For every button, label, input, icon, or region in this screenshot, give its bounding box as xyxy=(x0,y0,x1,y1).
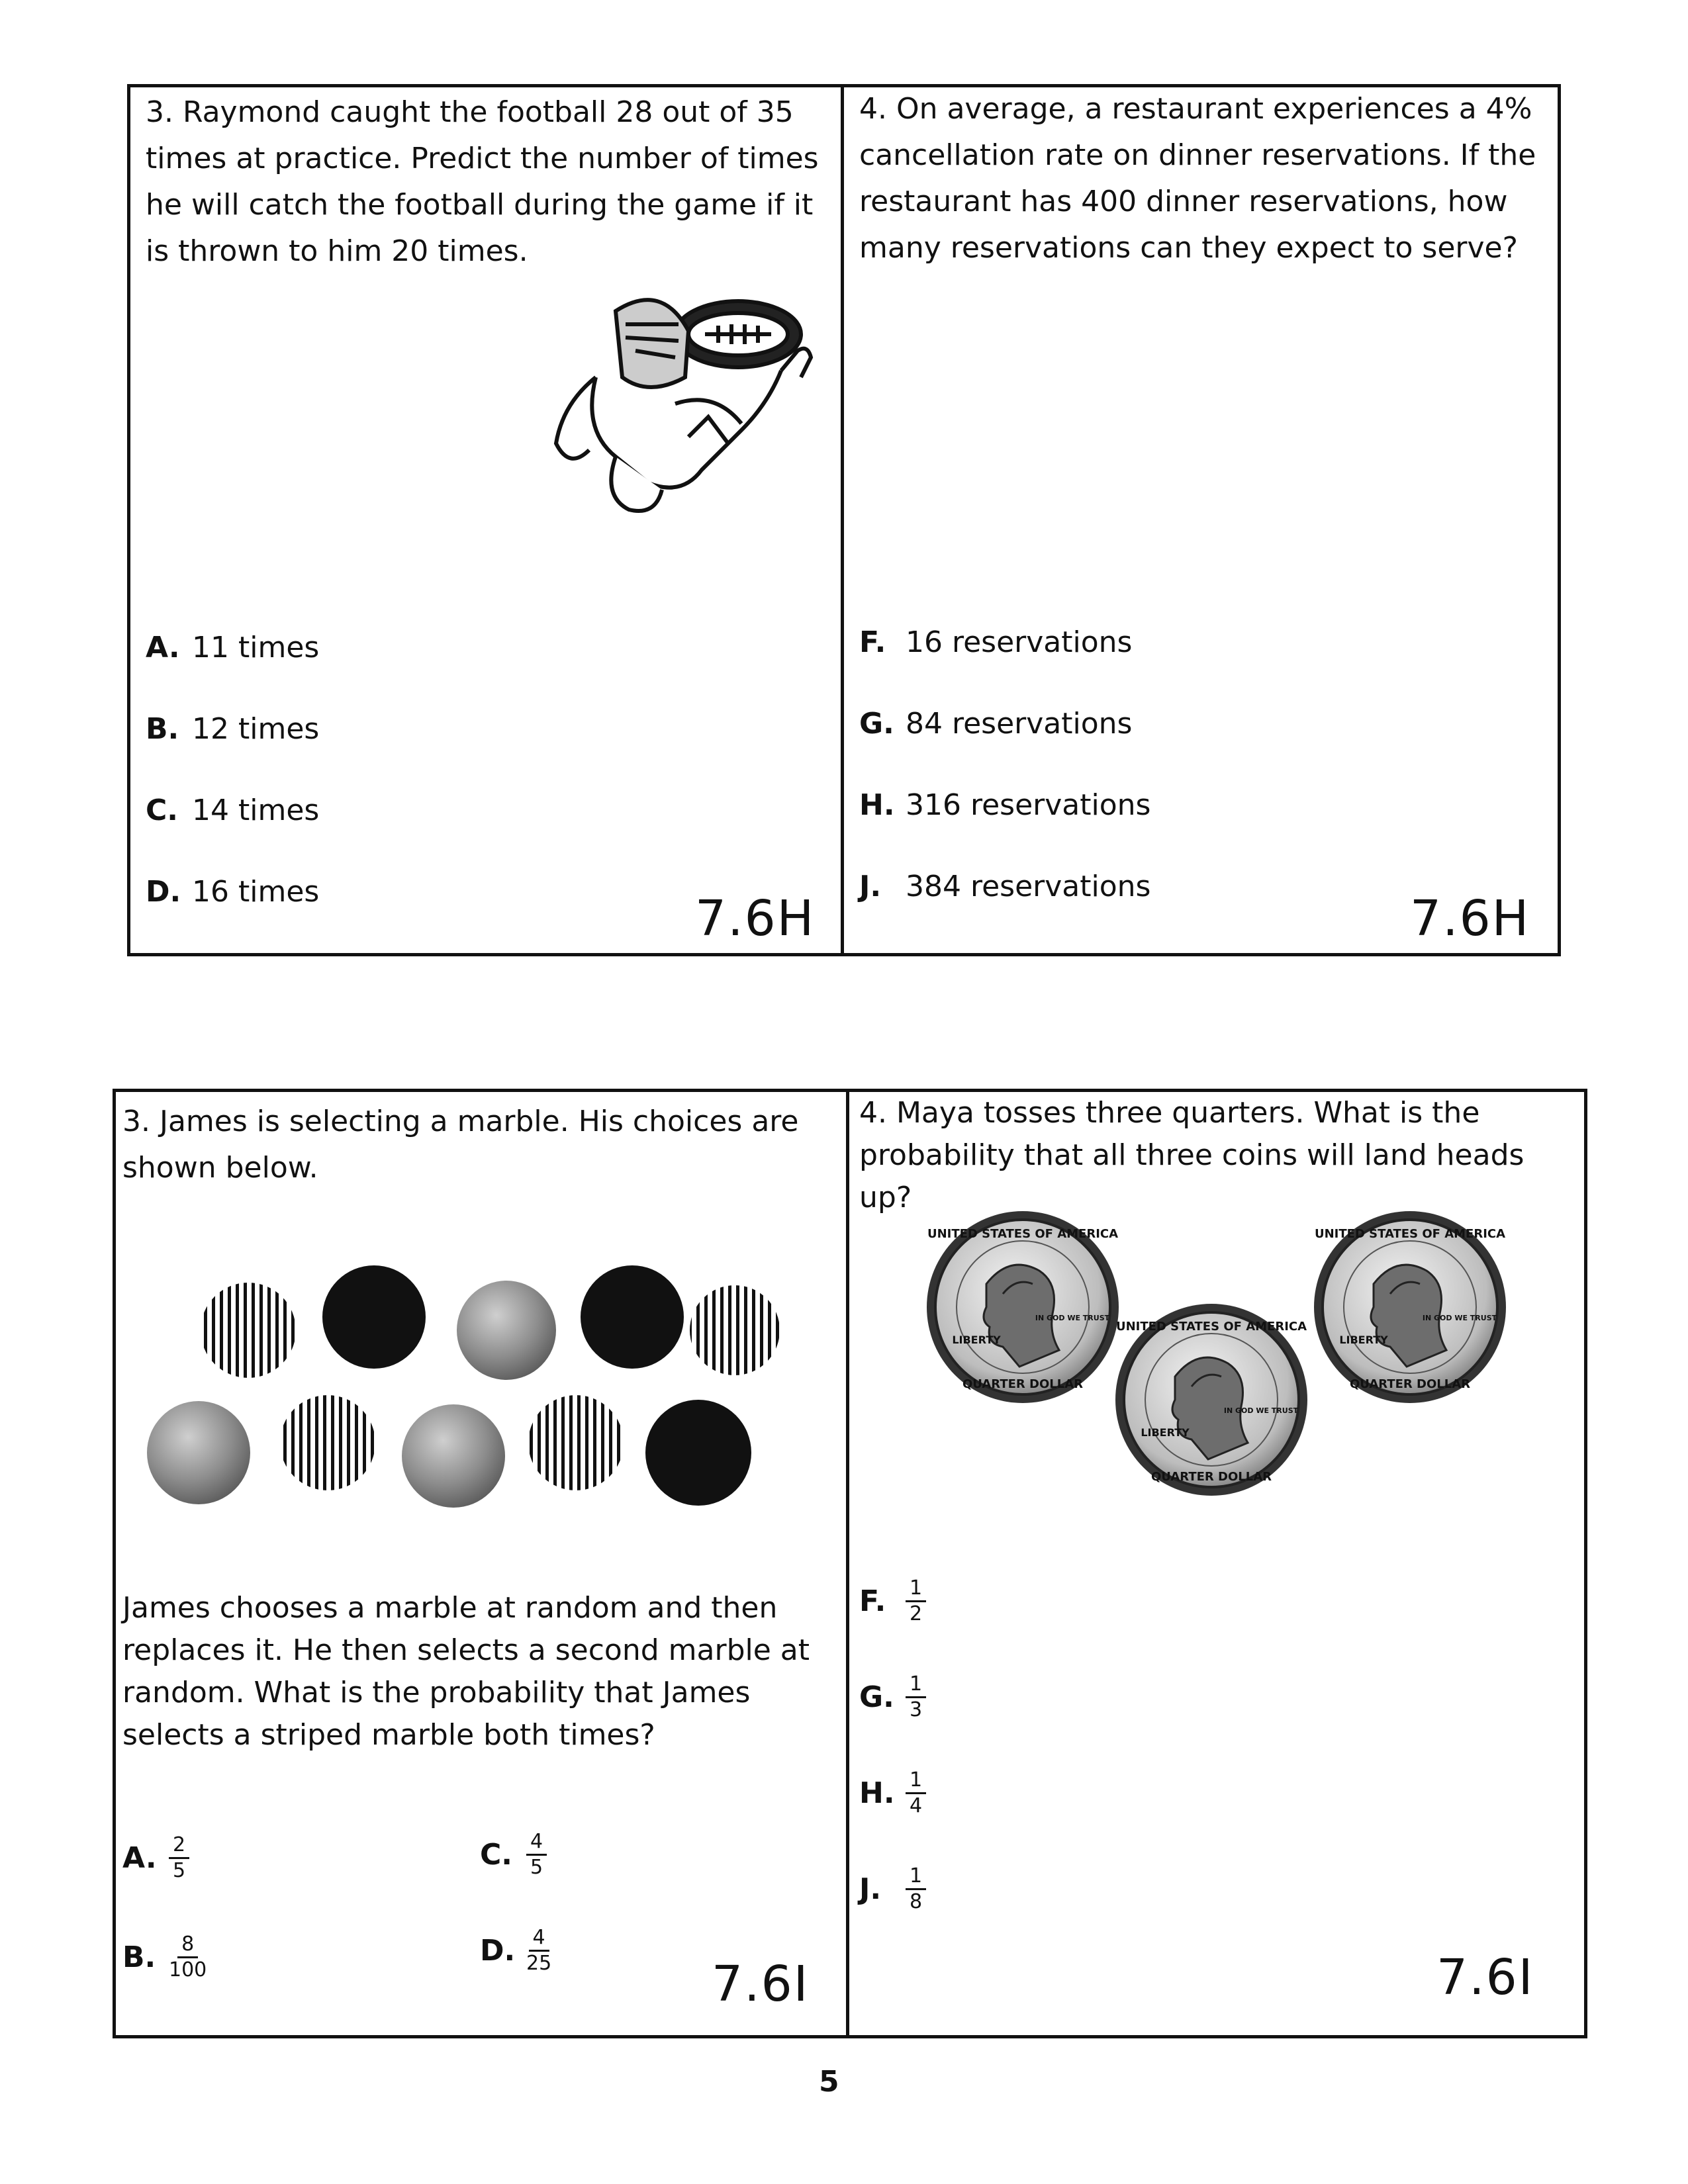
coin-motto-text: IN GOD WE TRUST xyxy=(1422,1314,1497,1322)
standard-label: 7.6I xyxy=(712,1956,810,2013)
choice-text: 14 times xyxy=(192,794,320,827)
choice-letter: J. xyxy=(859,870,882,903)
choice-letter: D. xyxy=(146,875,181,909)
striped-marble xyxy=(690,1285,780,1375)
standard-label: 7.6H xyxy=(1410,890,1530,947)
numerator: 8 xyxy=(177,1933,198,1958)
question-4-coins-text: 4. Maya tosses three quarters. What is the probability that all three coins will land heads up? xyxy=(859,1096,1524,1214)
choice-letter: A. xyxy=(122,1841,157,1875)
fraction xyxy=(526,1926,551,1976)
choice-j[interactable] xyxy=(859,1864,926,1914)
choice-a[interactable] xyxy=(146,631,319,664)
choice-text: 384 reservations xyxy=(906,870,1151,903)
quarter-coin xyxy=(1314,1211,1506,1403)
numerator: 1 xyxy=(906,1864,926,1890)
choice-letter: H. xyxy=(859,1776,895,1810)
choice-text: 316 reservations xyxy=(906,788,1151,822)
choice-j[interactable] xyxy=(859,870,1150,903)
fraction xyxy=(906,1576,926,1626)
choice-letter: F. xyxy=(859,625,886,659)
gray-marble xyxy=(147,1401,250,1504)
coin-top-text: UNITED STATES OF AMERICA xyxy=(927,1227,1119,1241)
bottom-card-divider xyxy=(846,1089,849,2038)
choice-f[interactable] xyxy=(859,625,1132,659)
striped-marble xyxy=(201,1283,296,1378)
choice-b[interactable] xyxy=(146,712,319,746)
numerator: 1 xyxy=(906,1672,926,1698)
fraction xyxy=(906,1672,926,1722)
denominator: 2 xyxy=(910,1602,923,1625)
quarter-coin xyxy=(1115,1304,1307,1496)
coin-bottom-text: QUARTER DOLLAR xyxy=(962,1377,1084,1391)
choice-letter: C. xyxy=(146,794,179,827)
choice-text: 11 times xyxy=(192,631,320,664)
numerator: 4 xyxy=(526,1830,547,1856)
fraction xyxy=(906,1768,926,1818)
choice-h[interactable] xyxy=(859,1768,926,1818)
denominator: 5 xyxy=(173,1859,186,1882)
choice-letter: F. xyxy=(859,1584,886,1618)
striped-marble xyxy=(280,1395,375,1490)
gray-marble xyxy=(402,1404,505,1508)
coin-liberty-text: LIBERTY xyxy=(952,1334,1001,1346)
numerator: 1 xyxy=(906,1576,926,1602)
denominator: 8 xyxy=(910,1890,923,1913)
choice-letter: C. xyxy=(480,1838,513,1872)
numerator: 4 xyxy=(529,1926,549,1952)
choice-text: 16 reservations xyxy=(906,625,1133,659)
choice-letter: A. xyxy=(146,631,180,664)
fraction xyxy=(906,1864,926,1914)
coin-liberty-text: LIBERTY xyxy=(1141,1426,1190,1439)
quarter-coin xyxy=(927,1211,1119,1403)
coin-top-text: UNITED STATES OF AMERICA xyxy=(1314,1227,1506,1241)
denominator: 3 xyxy=(910,1698,923,1721)
black-marble xyxy=(322,1265,426,1369)
choice-a[interactable] xyxy=(122,1833,189,1883)
black-marble xyxy=(581,1265,684,1369)
marble-set-illustration xyxy=(132,1254,781,1519)
choice-letter: D. xyxy=(480,1934,516,1968)
striped-marble xyxy=(528,1395,624,1490)
numerator: 2 xyxy=(169,1833,189,1859)
choice-text: 84 reservations xyxy=(906,707,1133,741)
choice-letter: G. xyxy=(859,707,894,741)
football-player-illustration xyxy=(543,285,821,523)
choice-text: 16 times xyxy=(192,875,320,909)
standard-label: 7.6H xyxy=(695,890,816,947)
coin-bottom-text: QUARTER DOLLAR xyxy=(1349,1377,1471,1391)
choice-d[interactable] xyxy=(146,875,319,909)
question-3-football-text: 3. Raymond caught the football 28 out of 35 times at practice. Predict the number of times he will catch the football during the game if it is thrown to him 20 times. xyxy=(146,95,819,268)
choice-letter: G. xyxy=(859,1680,894,1714)
choice-b[interactable] xyxy=(122,1933,207,1982)
choice-d[interactable] xyxy=(480,1926,551,1976)
coin-motto-text: IN GOD WE TRUST xyxy=(1223,1406,1299,1415)
denominator: 4 xyxy=(910,1794,923,1817)
choice-c[interactable] xyxy=(146,794,319,827)
choice-letter: H. xyxy=(859,788,895,822)
gray-marble xyxy=(457,1281,556,1380)
fraction xyxy=(169,1933,207,1982)
choice-g[interactable] xyxy=(859,707,1132,741)
standard-label: 7.6I xyxy=(1436,1949,1534,2006)
fraction xyxy=(526,1830,547,1880)
numerator: 1 xyxy=(906,1768,926,1794)
choice-g[interactable] xyxy=(859,1672,926,1722)
choice-f[interactable] xyxy=(859,1576,926,1626)
black-marble xyxy=(645,1400,751,1506)
coin-bottom-text: QUARTER DOLLAR xyxy=(1150,1470,1272,1484)
choice-c[interactable] xyxy=(480,1830,547,1880)
choice-text: 12 times xyxy=(192,712,320,746)
denominator: 5 xyxy=(530,1856,543,1879)
choice-letter: B. xyxy=(146,712,179,746)
question-4-restaurant-text: 4. On average, a restaurant experiences a 4% cancellation rate on dinner reservations. If the restaurant has 400 dinner reservations, how many reservations can they expect to serve? xyxy=(859,92,1536,265)
choice-letter: J. xyxy=(859,1872,882,1906)
denominator: 25 xyxy=(526,1952,552,1975)
question-3-marble-intro: 3. James is selecting a marble. His choices are shown below. xyxy=(122,1105,799,1185)
question-3-marble-text: James chooses a marble at random and then replaces it. He then selects a second marble at random. What is the probability that James selects a striped marble both times? xyxy=(122,1591,810,1752)
fraction xyxy=(169,1833,189,1883)
quarters-illustration xyxy=(920,1205,1516,1522)
choice-h[interactable] xyxy=(859,788,1150,822)
denominator: 100 xyxy=(169,1958,207,1981)
choice-letter: B. xyxy=(122,1940,156,1974)
coin-motto-text: IN GOD WE TRUST xyxy=(1035,1314,1110,1322)
coin-top-text: UNITED STATES OF AMERICA xyxy=(1115,1320,1307,1334)
coin-liberty-text: LIBERTY xyxy=(1339,1334,1388,1346)
top-card-divider xyxy=(841,84,844,956)
page-number: 5 xyxy=(819,2065,839,2099)
